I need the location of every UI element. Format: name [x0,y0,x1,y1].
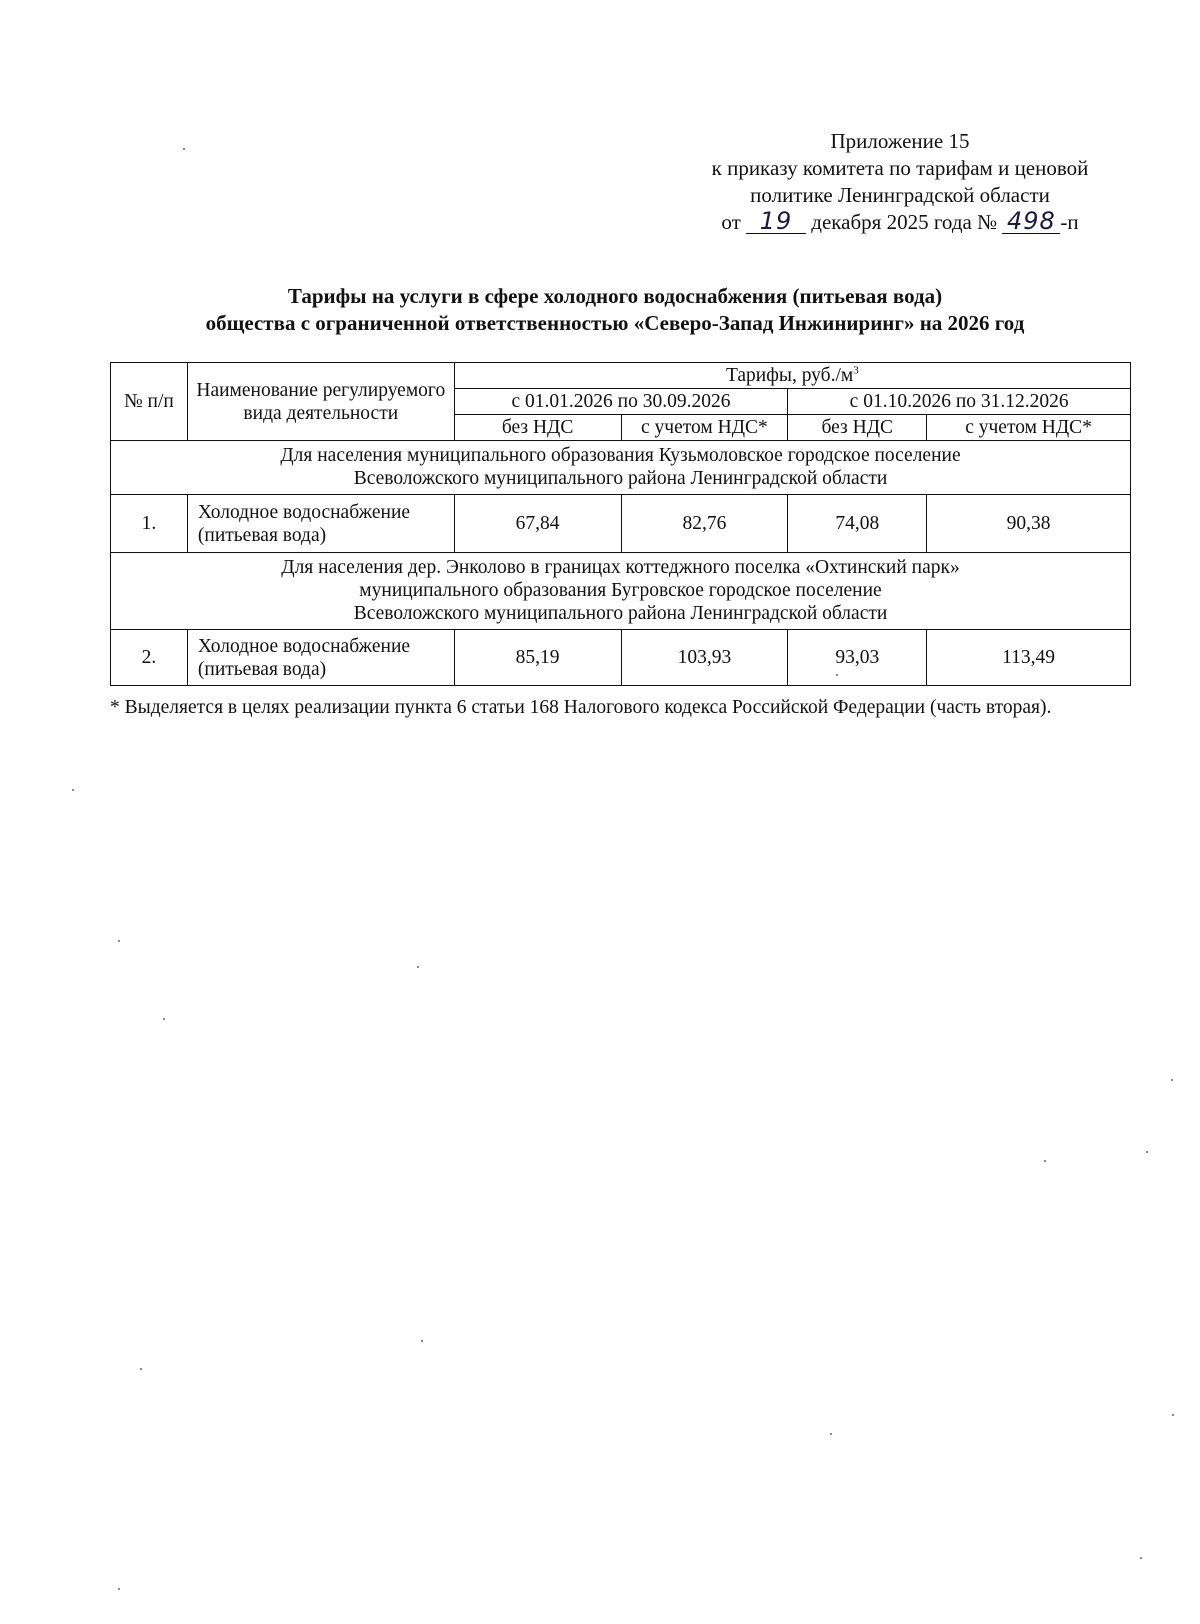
document-title [100,283,1130,337]
period-1-header: с 01.01.2026 по 30.09.2026 [454,389,788,415]
scan-speck [421,1340,423,1342]
tariffs-header-label: Тарифы, руб./м [725,365,854,386]
group-1-line-1: Для населения муниципального образования Кузьмоловское городское поселение [280,445,961,466]
tariffs-header-unit-power: 3 [853,364,859,377]
group-2-description [111,553,1131,630]
scan-speck [183,148,185,150]
handwritten-day: 19 [746,209,806,234]
period-1-no-vat-header: без НДС [454,415,621,441]
title-line-1: Тарифы на услуги в сфере холодного водоснабжения (питьевая вода) [287,284,943,308]
group-2-line-3: Всеволожского муниципального района Ленинградской области [353,603,888,624]
table-row [111,495,1131,553]
table-row [111,630,1131,686]
row-2-number: 2. [111,630,188,686]
row-1-p1-with-vat: 82,76 [621,495,788,553]
row-2-activity: Холодное водоснабжение (питьевая вода) [187,630,454,686]
appendix-header [670,128,1130,236]
tariff-table [110,362,1131,686]
group-row-1 [111,441,1131,495]
period-1-with-vat-header: с учетом НДС* [621,415,788,441]
title-line-2: общества с ограниченной ответственностью «Северо-Запад Инжиниринг» на 2026 год [205,311,1025,335]
header-row-1 [111,363,1131,389]
row-1-activity: Холодное водоснабжение (питьевая вода) [187,495,454,553]
col-number-header: № п/п [111,363,188,441]
scan-speck [163,1018,165,1020]
scan-speck [417,966,419,968]
appendix-label: Приложение 15 [830,129,970,153]
vat-footnote: * Выделяется в целях реализации пункта 6 статьи 168 Налогового кодекса Российской Федерации (часть вторая). [110,697,1052,718]
group-1-description [111,441,1131,495]
scan-speck [1171,1079,1173,1081]
handwritten-order-number: 498 [1002,209,1060,234]
row-2-p2-no-vat: 93,03 [788,630,927,686]
row-2-p2-with-vat: 113,49 [927,630,1131,686]
period-2-no-vat-header: без НДС [788,415,927,441]
group-2-line-1: Для населения дер. Энколово в границах коттеджного поселка «Охтинский парк» [281,557,960,578]
group-row-2 [111,553,1131,630]
row-2-p1-no-vat: 85,19 [454,630,621,686]
group-1-line-2: Всеволожского муниципального района Ленинградской области [353,468,888,489]
date-prefix: от [721,210,741,234]
period-2-header: с 01.10.2026 по 31.12.2026 [788,389,1131,415]
col-tariffs-header [454,363,1130,389]
scan-speck [1172,1414,1174,1416]
period-2-with-vat-header: с учетом НДС* [927,415,1131,441]
row-1-p2-with-vat: 90,38 [927,495,1131,553]
scan-speck [830,1433,832,1435]
row-1-p2-no-vat: 74,08 [788,495,927,553]
scan-speck [1146,1151,1148,1153]
row-1-number: 1. [111,495,188,553]
group-2-line-2: муниципального образования Бугровское городское поселение [359,580,882,601]
scan-speck [118,1588,120,1590]
col-activity-header: Наименование регулируемого вида деятельности [187,363,454,441]
order-reference-line-1: к приказу комитета по тарифам и ценовой [711,156,1089,180]
date-rest: декабря 2025 года № [811,210,998,234]
row-1-p1-no-vat: 67,84 [454,495,621,553]
scan-speck [72,789,74,791]
order-reference-line-2: политике Ленинградской области [750,183,1050,207]
scan-speck [1140,1557,1142,1559]
order-suffix: -п [1060,210,1079,234]
scan-speck [118,940,120,942]
scan-speck [140,1368,142,1370]
scan-speck [836,674,838,676]
scan-speck [1044,1160,1046,1162]
order-date-line [670,209,1130,236]
row-2-p1-with-vat: 103,93 [621,630,788,686]
